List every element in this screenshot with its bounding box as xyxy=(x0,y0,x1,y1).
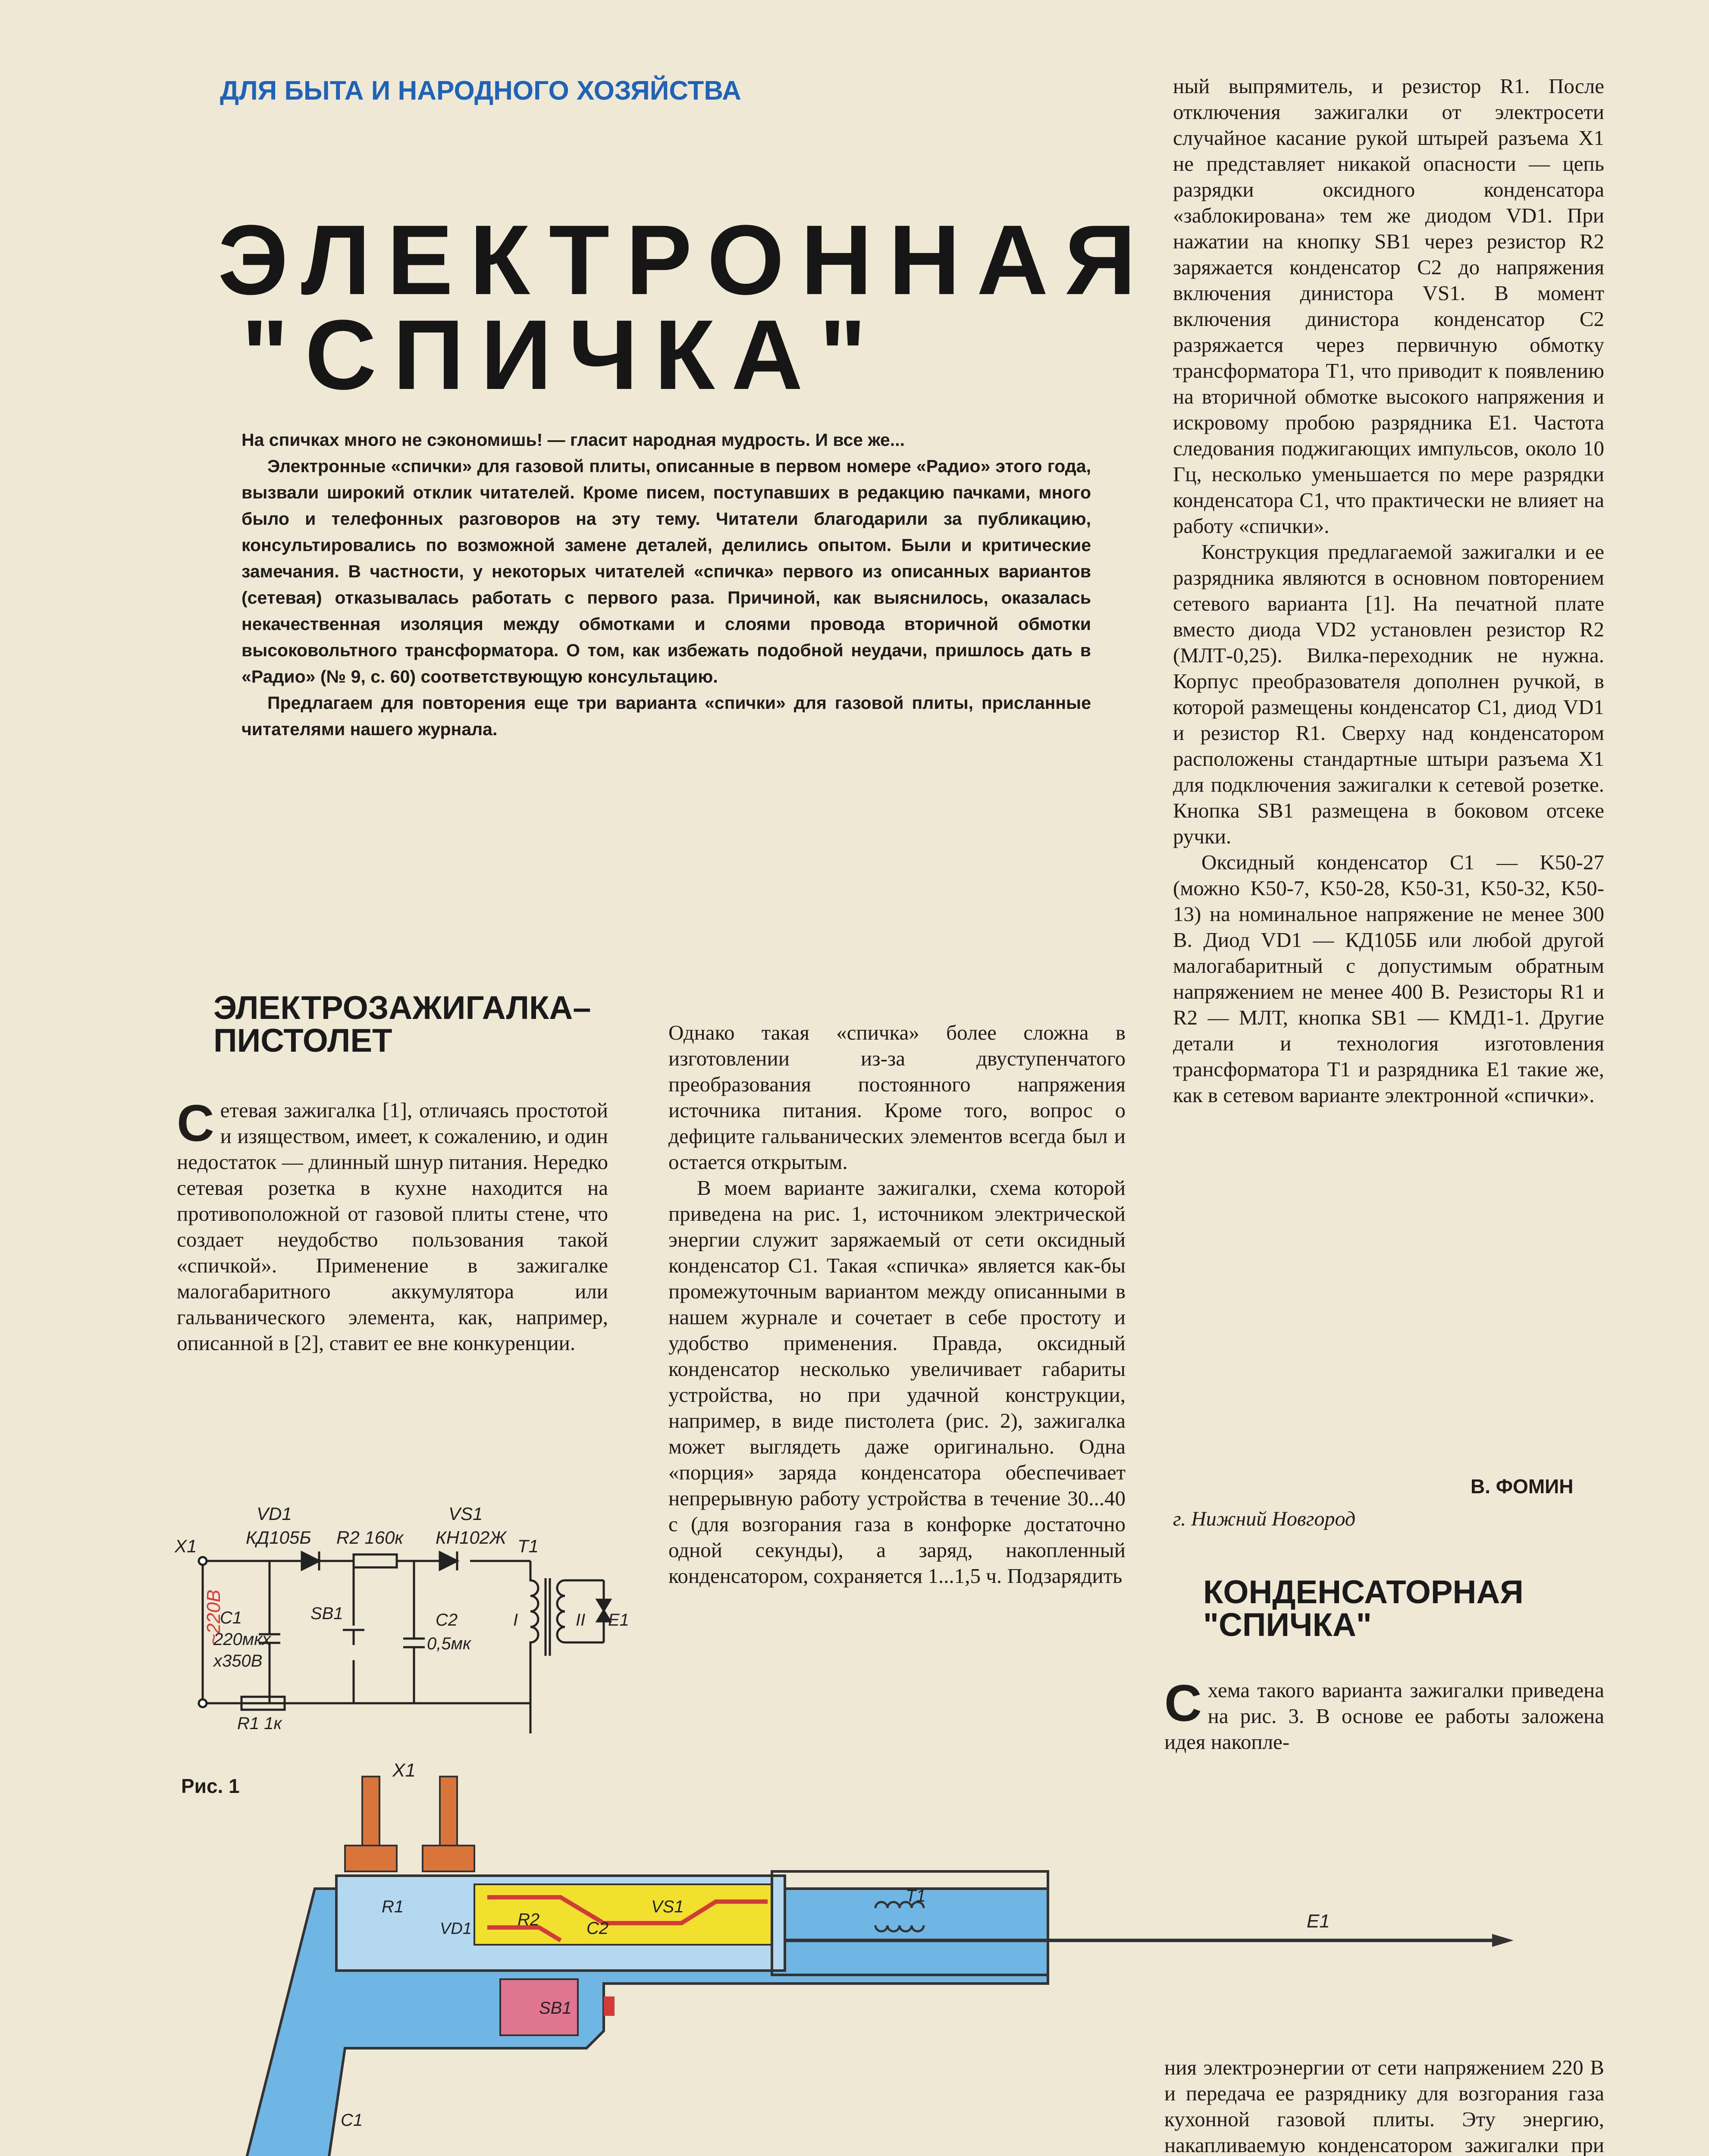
paragraph xyxy=(177,1094,608,1356)
intro-paragraph: Электронные «спички» для газовой плиты, описанные в первом номере «Радио» этого года, вызвали широкий отклик читателей. Кроме писем, поступавших в редакцию пачками, много было и телефонных разговоров на эту тему. Читатели благодарили за публикацию, консультировались по возможной замене деталей, делились опытом. Были и критические замечания. В частности, у некоторых читателей «спичка» первого из описанных вариантов (сетевая) отказывалась работать с первого раза. Причиной, как выяснилось, оказалась некачественная изоляция между обмотками и слоями провода вторичной обмотки высоковольтного трансформатора. О том, как избежать подобной неудачи, пришлось дать в «Радио» (№ 9, с. 60) соответствующую консультацию. xyxy=(241,456,1091,686)
schematic-figure-1 xyxy=(172,1496,630,1738)
section1-heading-line1: ЭЛЕКТРОЗАЖИГАЛКА– xyxy=(213,990,591,1026)
pistol-label-c2: C2 xyxy=(586,1919,609,1938)
paragraph: Конструкция предлагаемой зажигалки и ее разрядника являются в основном повторением сетевого варианта [1]. На печатной плате вместо диода VD2 установлен резистор R2 (МЛТ-0,25). Вилка-переходник не нужна. Корпус преобразователя дополнен ручкой, в которой размещены конденсатор C1, диод VD1 и резистор R1. Сверху над конденсатором расположены стандартные штыри разъема X1 для подключения зажигалки к сетевой розетке. Кнопка SB1 размещена в боковом отсеке ручки. xyxy=(1173,540,1604,848)
label-vs1-type: КН102Ж xyxy=(436,1527,506,1548)
pistol-label-vd1: VD1 xyxy=(440,1920,472,1938)
section2-heading-line2: "СПИЧКА" xyxy=(1203,1607,1372,1643)
right-column-text xyxy=(1173,73,1604,1108)
paragraph-text: хема такого варианта зажигалки приведена на рис. 3. В основе ее работы заложена идея накопле- xyxy=(1164,1678,1604,1754)
intro-paragraph: На спичках много не сэкономишь! — гласит народная мудрость. И все же... xyxy=(241,430,905,450)
figure1-caption: Рис. 1 xyxy=(181,1775,240,1797)
paragraph xyxy=(1164,1674,1604,1755)
intro-paragraph: Предлагаем для повторения еще три варианта «спички» для газовой плиты, присланные читателями нашего журнала. xyxy=(241,693,1091,739)
label-sb1: SB1 xyxy=(310,1604,343,1623)
label-r2: R2 160к xyxy=(336,1527,404,1548)
paragraph: В моем варианте зажигалки, схема которой приведена на рис. 1, источником электрической энергии служит заряжаемый от сети оксидный конденсатор C1. Такая «спичка» является как-бы промежуточным вариантом между описанными в нашем журнале и сочетает в себе простоту и удобство применения. Правда, оксидный конденсатор несколько увеличивает габариты устройства, но при удачной конструкции, например, в виде пистолета (рис. 2), зажигалка может выглядеть даже оригинально. Одна «порция» заряда конденсатора обеспечивает непрерывную работу устройства в течение 30...40 с (для возгорания газа в конфорке достаточно одной секунды), а заряд, накопленный конденсатором, сохраняется 1...1,5 ч. Подзарядить xyxy=(668,1176,1126,1588)
article-title-line1: ЭЛЕКТРОННАЯ xyxy=(218,204,1153,315)
pistol-label-c1: C1 xyxy=(341,2111,363,2130)
paragraph: ния электроэнергии от сети напряжением 220 В и передача ее разряднику для возгорания газа кухонной газовой плиты. Эту энергию, накапливаемую конденсатором зажигалки при xyxy=(1164,2056,1604,2156)
author-name: В. ФОМИН xyxy=(1471,1475,1574,1498)
pistol-label-e1: E1 xyxy=(1307,1911,1330,1932)
label-t1: T1 xyxy=(517,1536,539,1556)
pistol-label-r2: R2 xyxy=(517,1910,540,1929)
label-vd1: VD1 xyxy=(257,1504,292,1524)
left-column-text xyxy=(177,1094,608,1356)
middle-column-text xyxy=(668,1020,1126,1589)
drop-cap: С xyxy=(177,1094,214,1152)
pistol-label-x1: X1 xyxy=(392,1760,416,1781)
label-winding-2: II xyxy=(576,1611,586,1630)
section2-heading xyxy=(1203,1576,1524,1642)
section2-heading-line1: КОНДЕНСАТОРНАЯ xyxy=(1203,1574,1524,1611)
label-e1: E1 xyxy=(608,1611,629,1630)
section2-intro xyxy=(1164,1674,1604,1755)
label-c2: C2 xyxy=(436,1611,458,1630)
intro-lead xyxy=(241,427,1091,743)
pistol-label-t1: T1 xyxy=(906,1887,926,1905)
mains-voltage-label: ~220В xyxy=(203,1589,224,1645)
pistol-label-sb1: SB1 xyxy=(539,1999,572,2018)
author-city: г. Нижний Новгород xyxy=(1173,1507,1356,1530)
label-c1-voltage: х350В xyxy=(213,1651,263,1670)
section1-heading-line2: ПИСТОЛЕТ xyxy=(213,1022,392,1059)
label-x1: X1 xyxy=(175,1536,197,1556)
paragraph: Однако такая «спичка» более сложна в изготовлении из-за двуступенчатого преобразования постоянного напряжения источника питания. Кроме того, вопрос о дефиците гальванических элементов всегда был и остается открытым. xyxy=(668,1021,1126,1174)
section-rubric: ДЛЯ БЫТА И НАРОДНОГО ХОЗЯЙСТВА xyxy=(220,76,741,106)
pistol-label-vs1: VS1 xyxy=(651,1897,684,1916)
drop-cap: С xyxy=(1164,1674,1202,1732)
label-vd1-type: КД105Б xyxy=(246,1527,311,1548)
pistol-label-r1: R1 xyxy=(382,1897,404,1916)
paragraph: Оксидный конденсатор C1 — K50-27 (можно K50-7, K50-28, K50-31, K50-32, K50-13) на номинальное напряжение не менее 300 В. Диод VD1 — КД105Б или любой другой малогабаритный с допустимым обратным напряжением не менее 400 В. Резисторы R1 и R2 — МЛТ, кнопка SB1 — КМД1-1. Другие детали и технология изготовления трансформатора T1 и разрядника E1 такие же, как в сетевом варианте электронной «спички». xyxy=(1173,850,1604,1107)
paragraph: ный выпрямитель, и резистор R1. После отключения зажигалки от электросети случайное касание рукой штырей разъема X1 не представляет никакой опасности — цепь разрядки оксидного конденсатора «заблокирована» тем же диодом VD1. При нажатии на кнопку SB1 через резистор R2 заряжается конденсатор C2 до напряжения включения динистора VS1. В момент включения динистора конденсатор C2 разряжается через первичную обмотку трансформатора T1, что приводит к появлению на вторичной обмотке высокого напряжения и искровому пробою разрядника E1. Частота следования поджигающих импульсов, около 10 Гц, несколько уменьшается по мере разрядки конденсатора C1, что практически не влияет на работу «спички». xyxy=(1173,74,1604,538)
label-c2-value: 0,5мк xyxy=(427,1634,471,1653)
section2-text xyxy=(1164,2055,1604,2156)
paragraph-text: етевая зажигалка [1], отличаясь простотой и изяществом, имеет, к сожалению, и один недостаток — длинный шнур питания. Нередко сетевая розетка в кухне находится на противоположной от газовой плиты стене, что создает неудобство пользования такой «спичкой». Применение в зажигалке малогабаритного аккумулятора или гальванического элемента, как, например, описанной в [2], ставит ее вне конкуренции. xyxy=(177,1098,608,1355)
label-c1: C1 xyxy=(220,1608,242,1627)
label-c1-value: 220мкх xyxy=(213,1630,271,1649)
section1-heading xyxy=(213,992,591,1057)
label-r1: R1 1к xyxy=(237,1714,282,1733)
label-winding-1: I xyxy=(513,1611,518,1630)
label-vs1: VS1 xyxy=(448,1504,483,1524)
article-title-line2: "СПИЧКА" xyxy=(241,299,883,410)
